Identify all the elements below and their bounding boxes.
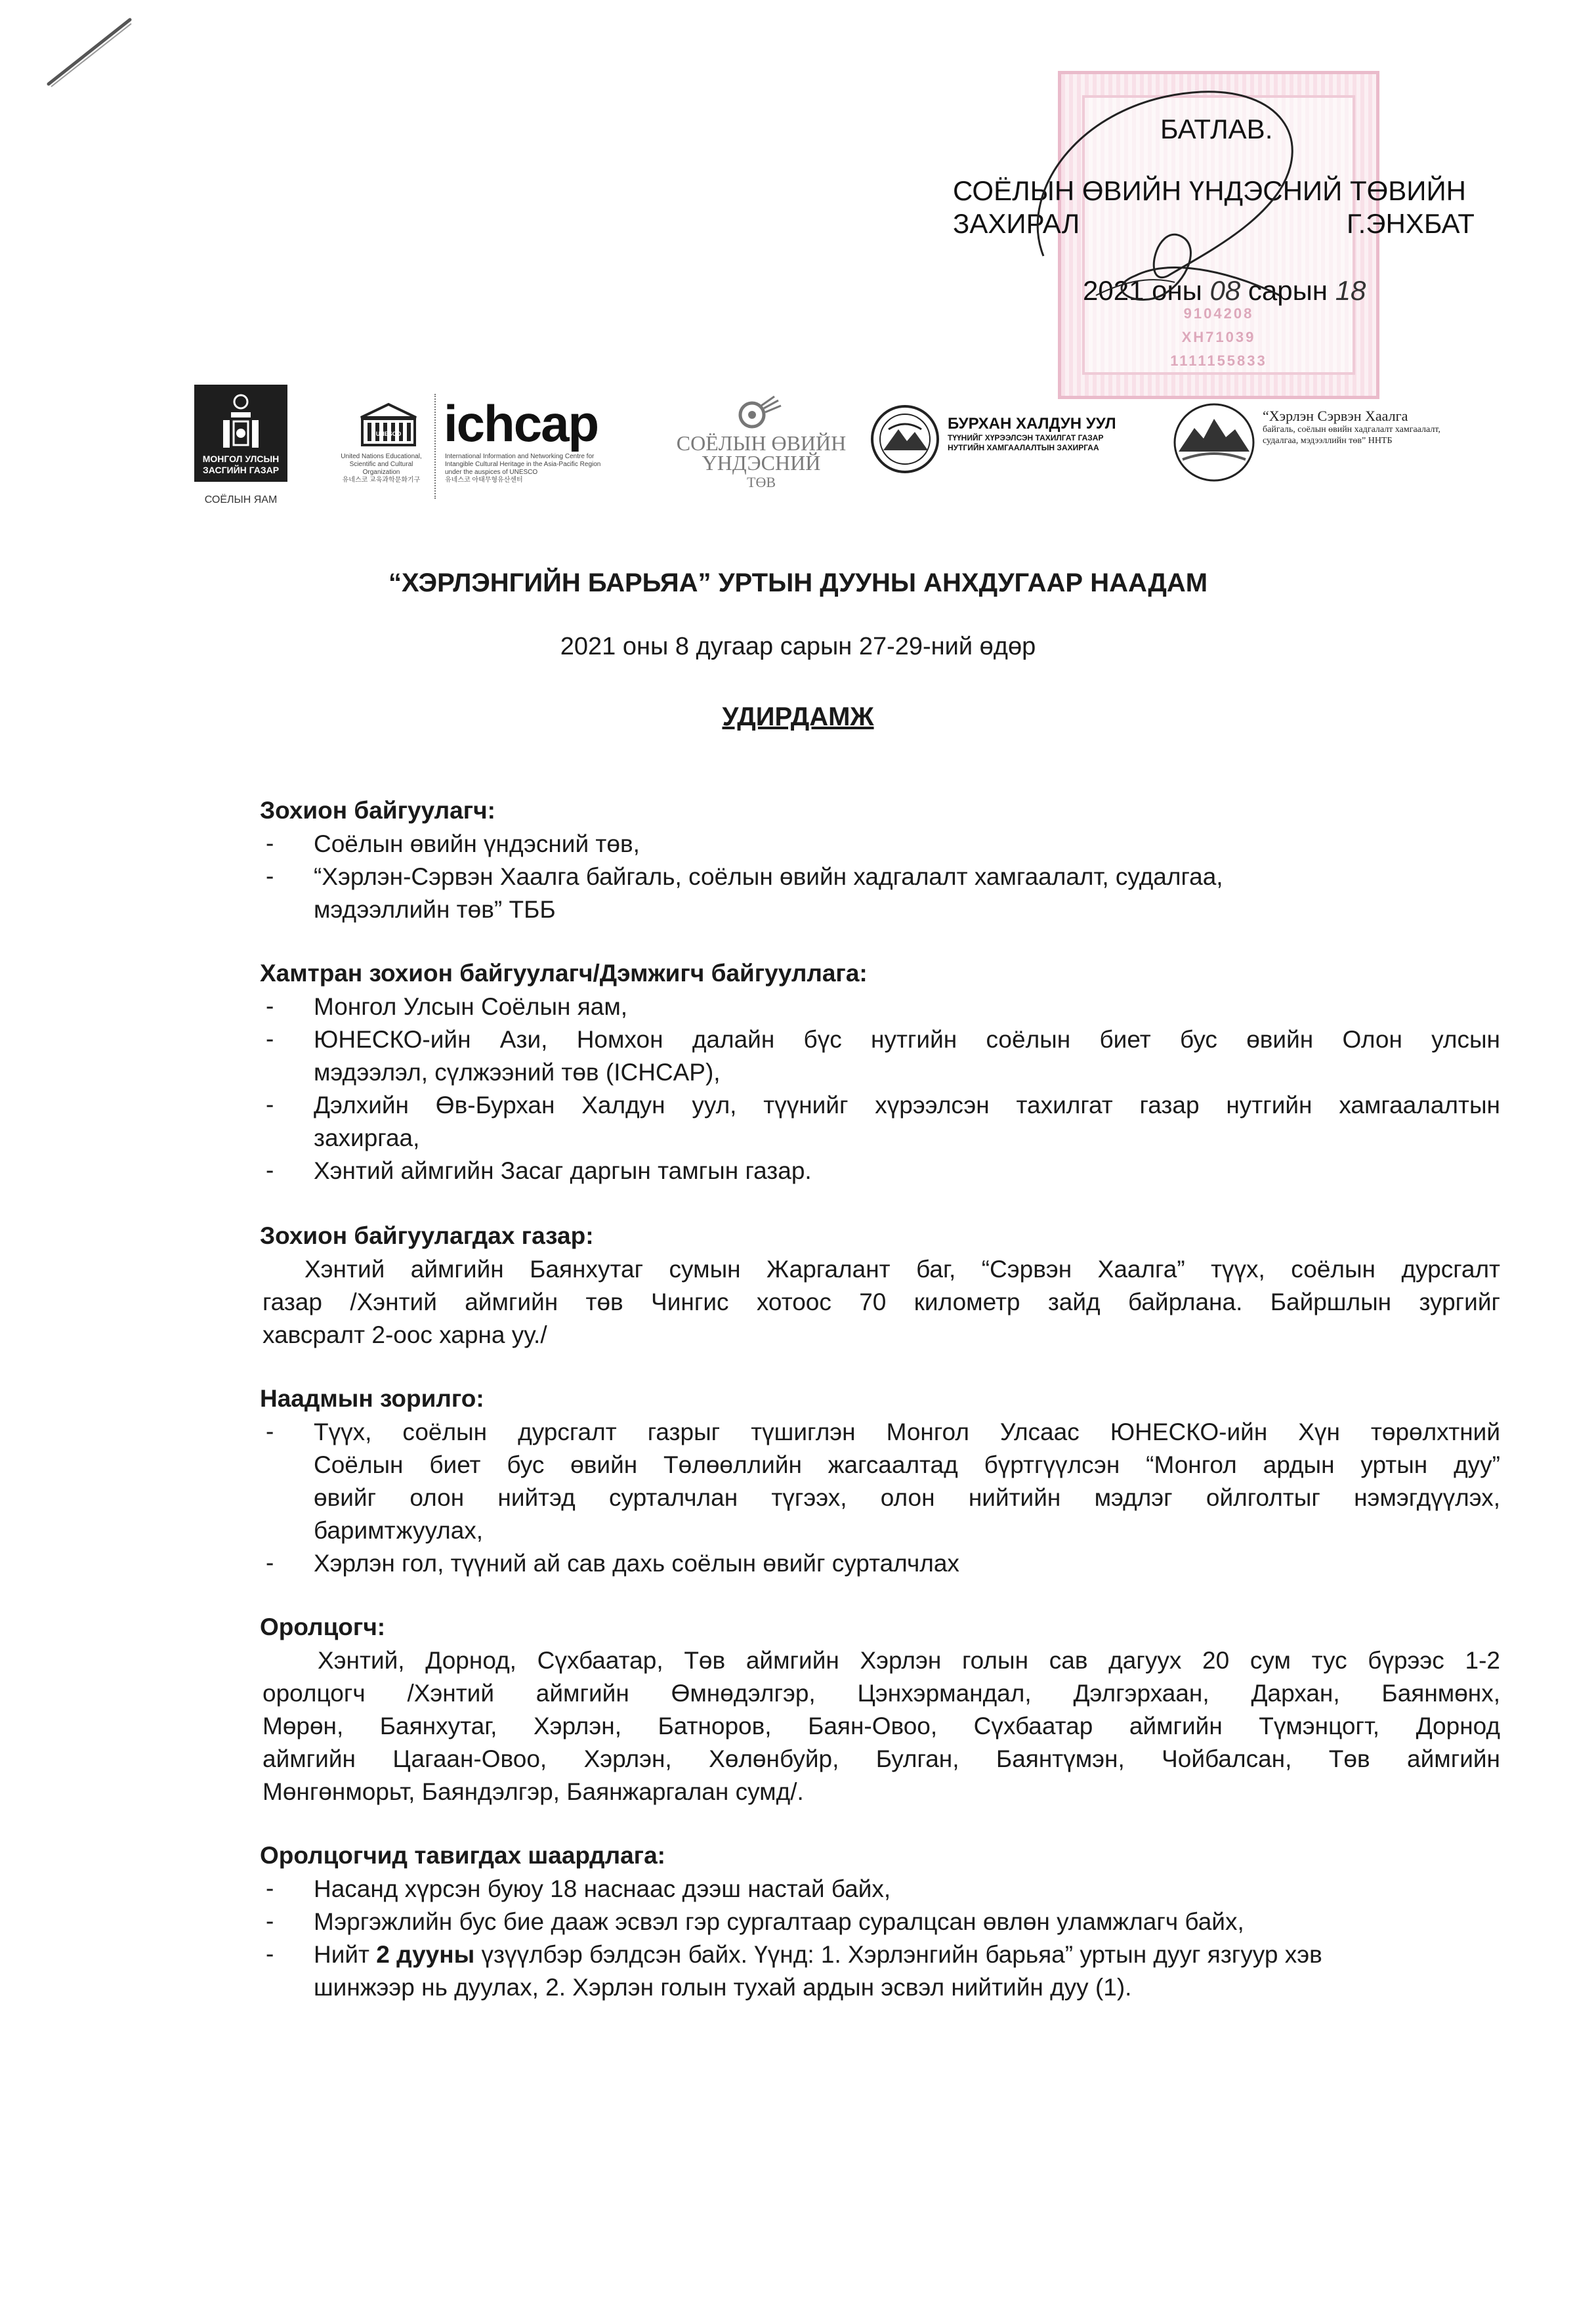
goal-item-1d: баримтжуулах,	[314, 1517, 484, 1544]
approval-day: 18	[1335, 275, 1366, 306]
logo-divider	[434, 394, 437, 499]
bullet-dash: -	[266, 1549, 274, 1576]
partners-item-4: Хэнтий аймгийн Засаг даргын тамгын газар.	[314, 1157, 812, 1184]
approval-role: ЗАХИРАЛ	[953, 208, 1080, 239]
organizer-item-2a: “Хэрлэн-Сэрвэн Хаалга байгаль, соёлын өвийн хадгалалт хамгаалалт, судалгаа,	[314, 863, 1223, 890]
organizer-heading: Зохион байгуулагч:	[260, 797, 495, 824]
heritage-center-line1: СОЁЛЫН ӨВИЙН	[676, 431, 847, 455]
partners-heading: Хамтран зохион байгуулагч/Дэмжигч байгууллага:	[260, 960, 868, 987]
goal-heading: Наадмын зорилго:	[260, 1385, 484, 1412]
unesco-caption	[332, 453, 430, 484]
document-date: 2021 оны 8 дугаар сарын 27-29-ний өдөр	[560, 633, 1036, 660]
heritage-center-icon	[728, 391, 791, 433]
ichcap-caption-en: International Information and Networking Centre for Intangible Cultural Heritage in the Asia-Pacific Region under the auspices of UNESCO	[445, 453, 601, 476]
ministry-caption: СОЁЛЫН ЯАМ	[204, 494, 278, 505]
requirements-item-3-bold: 2 дууны	[376, 1941, 475, 1968]
requirements-item-3b: шинжээр нь дуулах, 2. Хэрлэн голын тухай ардын эсвэл нийтийн дуу (1).	[314, 1974, 1132, 2001]
stamp-code-1: 9104208	[1183, 305, 1254, 322]
organizer-item-2b: мэдээллийн төв” ТББ	[314, 896, 556, 923]
bullet-dash: -	[266, 1940, 274, 1967]
ichcap-wordmark: ichcap	[444, 395, 598, 452]
participants-line-2: оролцогч /Хэнтий аймгийн Өмнөдэлгэр, Цэнхэрмандал, Дэлгэрхаан, Дархан, Баянмөнх,	[262, 1680, 1500, 1707]
bullet-dash: -	[266, 863, 274, 889]
pen-mark	[39, 13, 138, 92]
partners-item-1: Монгол Улсын Соёлын яам,	[314, 993, 628, 1020]
ichcap-caption	[445, 453, 616, 484]
burkhan-line2: НУТГИЙН ХАМГААЛАЛТЫН ЗАХИРГАА	[948, 443, 1099, 452]
unesco-caption-ko: 유네스코 교육과학문화기구	[342, 477, 421, 484]
bullet-dash: -	[266, 1418, 274, 1445]
approval-batlav: БАТЛАВ.	[1160, 114, 1273, 144]
document-type: УДИРДАМЖ	[722, 702, 874, 731]
soyombo-icon	[194, 385, 287, 450]
kherlen-serven-emblem-icon	[1172, 402, 1256, 483]
approval-date-mid: сарын	[1248, 275, 1328, 306]
unesco-temple-icon	[358, 402, 419, 448]
participants-line-3: Мөрөн, Баянхутаг, Хэрлэн, Батноров, Баян-Овоо, Сүхбаатар аймгийн Түмэнцогт, Дорнод	[262, 1713, 1500, 1739]
heritage-center-line3: ТӨВ	[747, 474, 776, 490]
goal-item-2: Хэрлэн гол, түүний ай сав дахь соёлын өвийг сурталчлах	[314, 1550, 959, 1577]
requirements-item-2: Мэргэжлийн бус бие дааж эсвэл гэр сургалтаар суралцсан өвлөн уламжлагч байх,	[314, 1908, 1244, 1935]
requirements-item-3-pre: Нийт	[314, 1941, 370, 1968]
burkhan-khaldun-emblem-icon	[869, 403, 941, 475]
ministry-emblem-text: МОНГОЛ УЛСЫН ЗАСГИЙН ГАЗАР	[202, 454, 280, 475]
bullet-dash: -	[266, 1875, 274, 1902]
heritage-center-name	[663, 433, 860, 492]
requirements-heading: Оролцогчид тавигдах шаардлага:	[260, 1842, 665, 1869]
goal-item-1b: Соёлын биет бус өвийн Төлөөллийн жагсаалтад бүртгүүлсэн “Монгол ардын уртын дуу”	[314, 1451, 1500, 1478]
organizer-item-1: Соёлын өвийн үндэсний төв,	[314, 830, 640, 857]
bullet-dash: -	[266, 1157, 274, 1184]
ichcap-caption-ko: 유네스코 아태무형유산센터	[445, 477, 523, 484]
burkhan-text	[948, 415, 1164, 453]
partners-item-2a: ЮНЕСКО-ийн Ази, Номхон далайн бүс нутгийн соёлын биет бус өвийн Олон улсын	[314, 1026, 1500, 1053]
bullet-dash: -	[266, 1908, 274, 1934]
ministry-emblem	[194, 385, 287, 482]
approval-date-prefix: 2021 оны	[1083, 275, 1202, 306]
participants-heading: Оролцогч:	[260, 1613, 386, 1640]
signature	[1004, 59, 1372, 335]
venue-line-3: хавсралт 2-оос харна уу./	[262, 1321, 547, 1348]
stamp-code-2: ХН71039	[1181, 329, 1256, 345]
participants-line-4: аймгийн Цагаан-Овоо, Хэрлэн, Хөлөнбуйр, Булган, Баянтүмэн, Чойбалсан, Төв аймгийн	[262, 1745, 1500, 1772]
goal-item-1a: Түүх, соёлын дурсгалт газрыг түшиглэн Монгол Улсаас ЮНЕСКО-ийн Хүн төрөлхтний	[314, 1419, 1500, 1445]
approval-name: Г.ЭНХБАТ	[1347, 208, 1475, 239]
venue-heading: Зохион байгуулагдах газар:	[260, 1222, 594, 1249]
heritage-center-line2: ҮНДЭСНИЙ	[702, 451, 821, 475]
partners-item-3b: захиргаа,	[314, 1124, 420, 1151]
venue-line-1: Хэнтий аймгийн Баянхутаг сумын Жаргалант баг, “Сэрвэн Хаалга” түүх, соёлын дурсгалт	[304, 1256, 1500, 1283]
bullet-dash: -	[266, 1025, 274, 1052]
bullet-dash: -	[266, 830, 274, 857]
approval-month: 08	[1209, 275, 1241, 306]
kherlen-line3: судалгаа, мэдээллийн төв” ННТБ	[1263, 436, 1393, 446]
kherlen-line1: “Хэрлэн Сэрвэн Хаалга	[1263, 408, 1408, 424]
venue-line-2: газар /Хэнтий аймгийн төв Чингис хотоос 70 километр зайд байрлана. Байршлын зургийг	[262, 1289, 1500, 1315]
kherlen-text	[1263, 408, 1525, 446]
requirements-item-3a	[314, 1939, 1322, 1970]
partners-item-2b: мэдээлэл, сүлжээний төв (ICHCAP),	[314, 1059, 721, 1086]
bullet-dash: -	[266, 992, 274, 1019]
requirements-item-1: Насанд хүрсэн буюу 18 наснаас дээш настай байх,	[314, 1875, 891, 1902]
participants-line-1: Хэнтий, Дорнод, Сүхбаатар, Төв аймгийн Хэрлэн голын сав дагуух 20 сум тус бүрээс 1-2	[318, 1647, 1500, 1674]
burkhan-line1: ТҮҮНИЙГ ХҮРЭЭЛСЭН ТАХИЛГАТ ГАЗАР	[948, 433, 1104, 442]
bullet-dash: -	[266, 1091, 274, 1118]
goal-item-1c: өвийг олон нийтэд сурталчлан түгээх, олон нийтийн мэдлэг ойлголтыг нэмэгдүүлэх,	[314, 1484, 1500, 1511]
partners-item-3a: Дэлхийн Өв-Бурхан Халдун уул, түүнийг хүрээлсэн тахилгат газар нутгийн хамгаалалтын	[314, 1092, 1500, 1119]
participants-line-5: Мөнгөнморьт, Баяндэлгэр, Баянжаргалан сумд/.	[262, 1778, 804, 1805]
stamp-code-3: 1111155833	[1170, 352, 1267, 369]
document-title: “ХЭРЛЭНГИЙН БАРЬЯА” УРТЫН ДУУНЫ АНХДУГААР НААДАМ	[388, 568, 1208, 597]
burkhan-title: БУРХАН ХАЛДУН УУЛ	[948, 415, 1116, 433]
approval-line1: СОЁЛЫН ӨВИЙН ҮНДЭСНИЙ ТӨВИЙН	[953, 175, 1466, 206]
kherlen-line2: байгаль, соёлын өвийн хадгалалт хамгаалалт,	[1263, 425, 1440, 435]
unesco-caption-en: United Nations Educational, Scientific and Cultural Organization	[341, 453, 422, 476]
unesco-word: UNESCO	[375, 431, 402, 437]
requirements-item-3-post: үзүүлбэр бэлдсэн байх. Үүнд: 1. Хэрлэнгийн барьяа” уртын дууг язгуур хэв	[481, 1941, 1322, 1968]
